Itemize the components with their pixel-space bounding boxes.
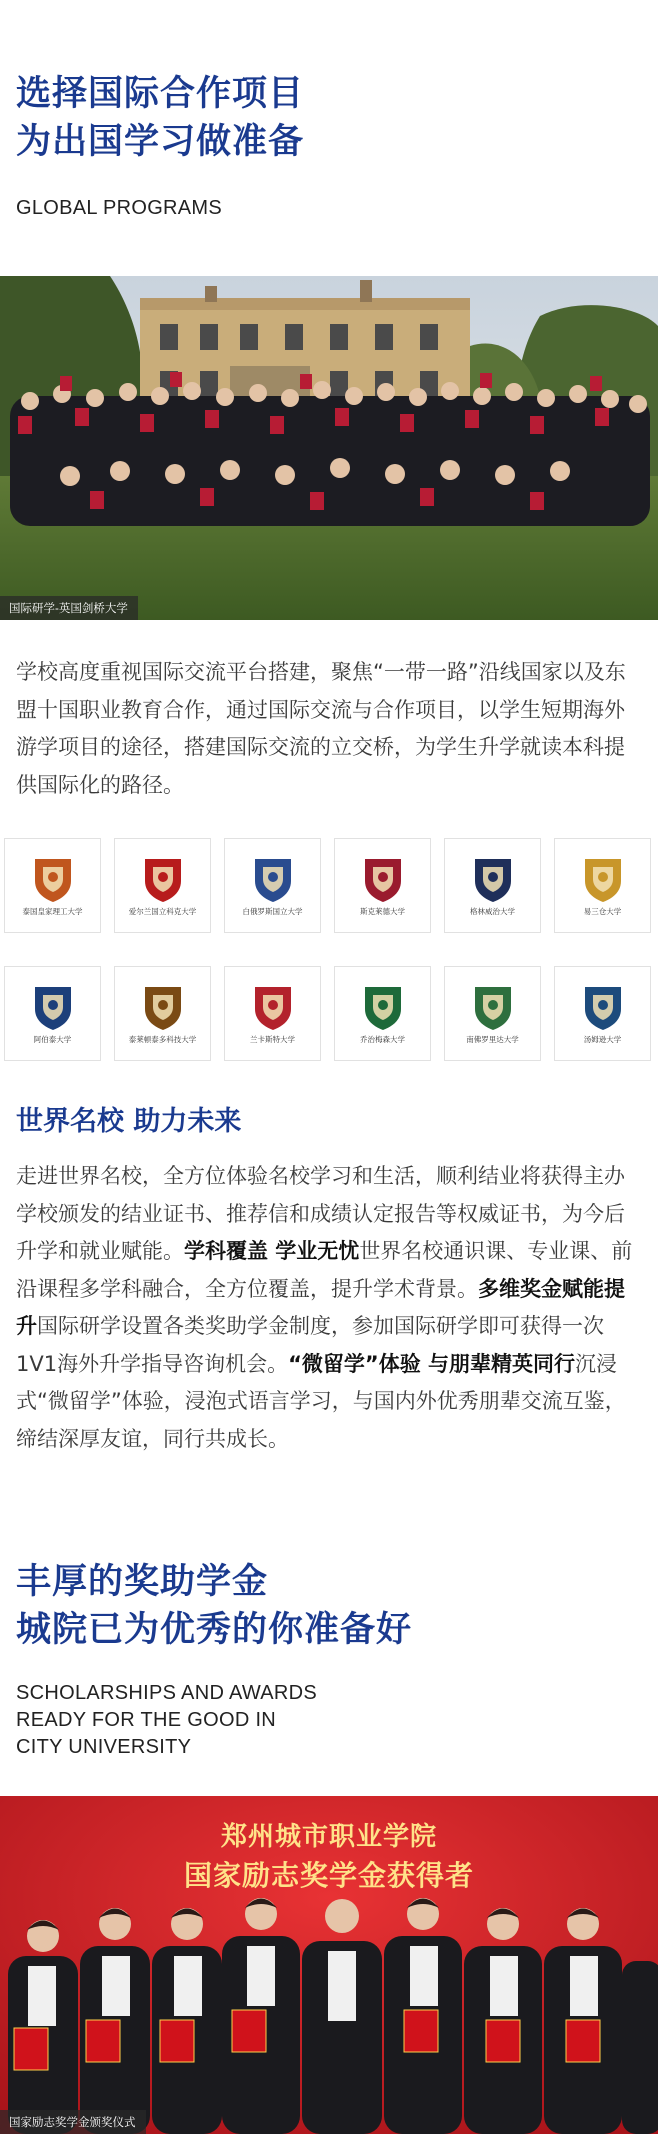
- scholarship-en-line1: SCHOLARSHIPS AND AWARDS: [16, 1682, 318, 1704]
- university-name: 兰卡斯特大学: [250, 1035, 295, 1044]
- section-subtitle-en: GLOBAL PROGRAMS: [16, 197, 223, 219]
- photo-caption: 国际研学-英国剑桥大学: [0, 596, 138, 620]
- university-crest-icon: [361, 855, 405, 903]
- university-name: 乔治梅森大学: [360, 1035, 405, 1044]
- benefits-paragraph: [16, 1158, 644, 1458]
- university-logo-card: [4, 838, 101, 933]
- benefit-heading-2: 多维奖金赋能提升: [16, 1276, 625, 1338]
- university-name: 汤姆逊大学: [583, 1035, 622, 1044]
- university-logo-card: [224, 966, 321, 1061]
- university-name: 易三仓大学: [583, 907, 622, 916]
- university-logo-card: [444, 838, 541, 933]
- university-crest-icon: [361, 983, 405, 1031]
- scholarship-en-line3: CITY UNIVERSITY: [16, 1736, 192, 1758]
- scholarship-ceremony-photo: [0, 1796, 658, 2134]
- university-crest-icon: [31, 983, 75, 1031]
- scholarship-title-line1: 丰厚的奖助学金: [16, 1562, 269, 1602]
- university-crest-icon: [141, 855, 185, 903]
- section-title-line1: 选择国际合作项目: [16, 74, 305, 114]
- university-logo-card: [444, 966, 541, 1061]
- university-logo-card: [224, 838, 321, 933]
- ceremony-photo-caption: 国家励志奖学金颁奖仪式: [0, 2110, 146, 2134]
- cambridge-study-photo: [0, 276, 658, 620]
- university-crest-icon: [471, 855, 515, 903]
- university-name: 斯克莱德大学: [360, 907, 405, 916]
- university-crest-icon: [581, 983, 625, 1031]
- scholarship-title-line2: 城院已为优秀的你准备好: [16, 1610, 413, 1650]
- ceremony-banner-line2: 国家励志奖学金获得者: [183, 1859, 474, 1892]
- university-logo-card: [114, 966, 211, 1061]
- university-logo-card: [554, 966, 651, 1061]
- section-title-line2: 为出国学习做准备: [16, 122, 305, 162]
- university-crest-icon: [251, 983, 295, 1031]
- benefit-text-2: 国际研学设置各类奖助学金制度，参加国际研学即可获得一次1V1海外升学指导咨询机会。: [16, 1314, 604, 1376]
- benefit-intro: 走进世界名校，全方位体验名校学习和生活，顺利结业将获得主办学校颁发的结业证书、推荐信和成绩认定报告等权威证书，为今后升学和就业赋能。: [16, 1164, 625, 1263]
- university-crest-icon: [251, 855, 295, 903]
- scholarship-en-line2: READY FOR THE GOOD IN: [16, 1709, 277, 1731]
- university-logo-card: [554, 838, 651, 933]
- university-name: 南佛罗里达大学: [466, 1035, 519, 1044]
- university-name: 泰国皇家理工大学: [22, 907, 83, 916]
- university-logo-card: [114, 838, 211, 933]
- benefit-text-3: 沉浸式“微留学”体验，浸泡式语言学习，与国内外优秀朋辈交流互鉴，缔结深厚友谊，同行共成长。: [16, 1351, 626, 1451]
- university-logo-grid: [0, 838, 658, 1068]
- benefit-heading-3: “微留学”体验 与朋辈精英同行: [288, 1351, 576, 1376]
- university-name: 格林威治大学: [470, 907, 515, 916]
- university-crest-icon: [471, 983, 515, 1031]
- university-crest-icon: [31, 855, 75, 903]
- university-logo-card: [4, 966, 101, 1061]
- university-name: 白俄罗斯国立大学: [242, 907, 303, 916]
- university-name: 爱尔兰国立科克大学: [128, 907, 197, 916]
- intro-paragraph: 学校高度重视国际交流平台搭建，聚焦“一带一路”沿线国家以及东盟十国职业教育合作，通过国际交流与合作项目，以学生短期海外游学项目的途径，搭建国际交流的立交桥，为学生升学就读本科提供国际化的路径。: [16, 660, 626, 797]
- benefit-text-1: 世界名校通识课、专业课、前沿课程多学科融合，全方位覆盖，提升学术背景。: [16, 1239, 633, 1301]
- university-crest-icon: [581, 855, 625, 903]
- benefit-heading-1: 学科覆盖 学业无忧: [184, 1239, 360, 1263]
- section2-title: 世界名校 助力未来: [16, 1106, 242, 1137]
- group-photo-illustration: [0, 276, 658, 620]
- university-logo-card: [334, 966, 431, 1061]
- university-name: 泰莱頓泰多科技大学: [128, 1035, 197, 1044]
- ceremony-banner-line1: 郑州城市职业学院: [220, 1822, 437, 1852]
- university-logo-card: [334, 838, 431, 933]
- university-name: 阿伯泰大学: [33, 1035, 72, 1044]
- university-crest-icon: [141, 983, 185, 1031]
